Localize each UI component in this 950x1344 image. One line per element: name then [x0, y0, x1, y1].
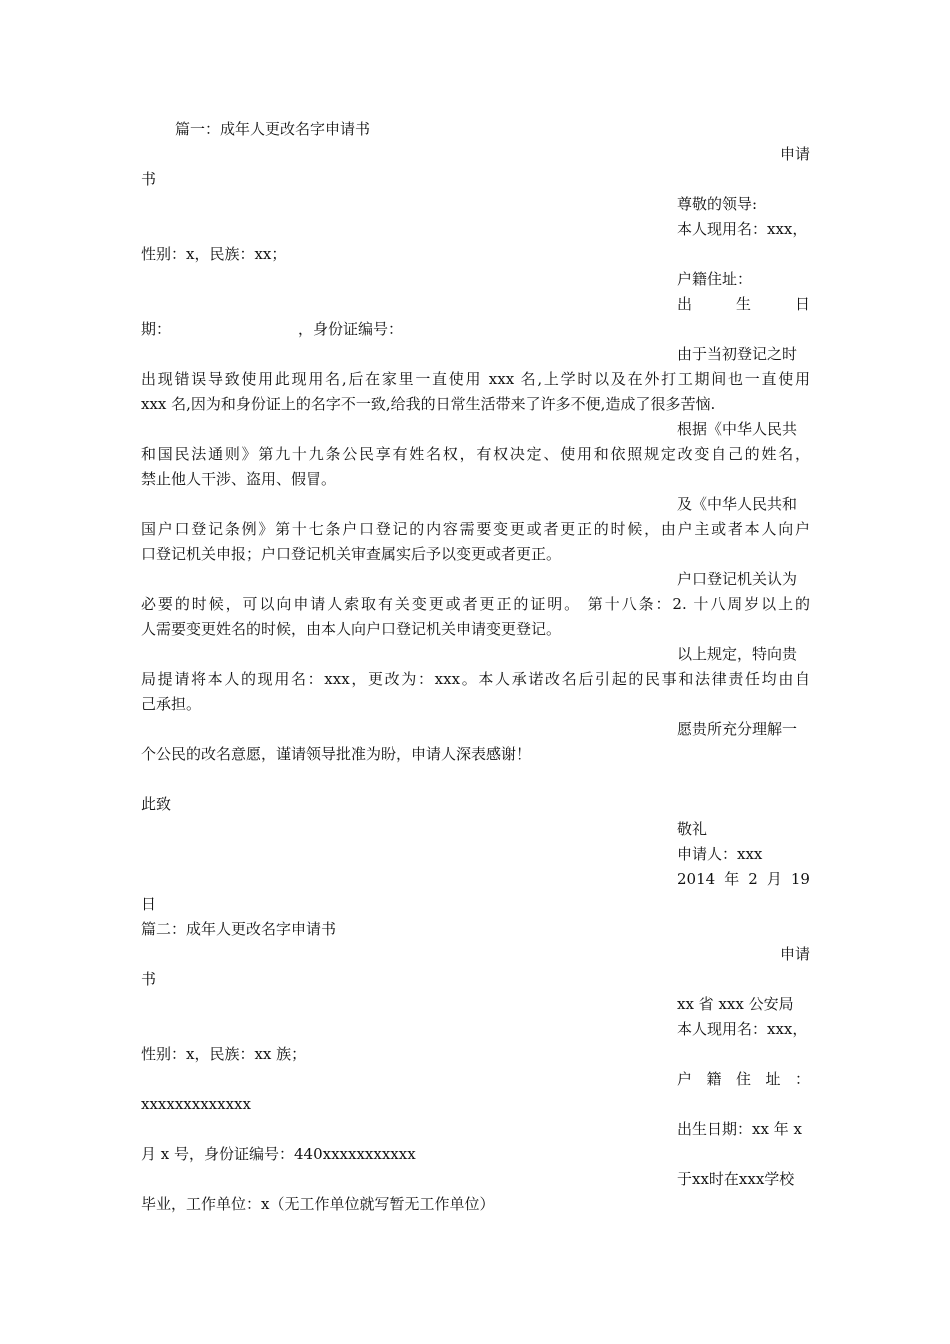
- paragraph4-start: 户口登记机关认为: [677, 570, 798, 588]
- paragraph1-line2: 出现错误导致使用此现用名,后在家里一直使用 xxx 名,上学时以及在外打工期间也一直使用: [141, 370, 810, 388]
- gender-ethnicity-line: 性别：x，民族：xx；: [141, 245, 287, 263]
- paragraph4-line3: 人需要变更姓名的时候，由本人向户口登记机关申请变更登记。: [141, 620, 562, 638]
- address-char-5: ：: [794, 1070, 810, 1088]
- section2-address-label-spaced: [677, 1069, 810, 1089]
- section2-address-value: xxxxxxxxxxxxx: [141, 1095, 251, 1113]
- section1-title-part1: 申请: [779, 145, 810, 163]
- date-year: 2014: [677, 870, 716, 888]
- regards: 敬礼: [677, 820, 708, 838]
- birth-date-label: 期：: [141, 320, 172, 338]
- date-month-char: 月: [766, 870, 782, 888]
- section2-birth-start: 出生日期：xx 年 x: [677, 1120, 802, 1138]
- date-year-char: 年: [724, 870, 740, 888]
- paragraph5-start: 以上规定，特向贵: [677, 645, 798, 663]
- paragraph3-line3: 口登记机关申报；户口登记机关审查属实后予以变更或者更正。: [141, 545, 562, 563]
- date-day: 19: [790, 870, 810, 888]
- paragraph2-start: 根据《中华人民共: [677, 420, 798, 438]
- closing-phrase: 此致: [141, 795, 172, 813]
- address-char-4: 址: [765, 1070, 781, 1088]
- paragraph1-start: 由于当初登记之时: [677, 345, 798, 363]
- section2-birth-id-line: 月 x 号，身份证编号：440xxxxxxxxxxx: [141, 1145, 416, 1163]
- birth-char-2: 生: [735, 295, 751, 313]
- date-day-char: 日: [141, 895, 157, 913]
- section1-heading: 篇一：成年人更改名字申请书: [175, 120, 371, 138]
- address-char-3: 住: [735, 1070, 751, 1088]
- date-line: [677, 869, 810, 889]
- section2-school-line2: 毕业，工作单位：x（无工作单位就写暂无工作单位）: [141, 1195, 495, 1213]
- section1-title-part2: 书: [141, 170, 157, 188]
- section2-current-name-line: 本人现用名：xxx，: [677, 1020, 808, 1038]
- section2-title-part1: 申请: [779, 945, 810, 963]
- section2-school-start: 于xx时在xxx学校: [677, 1170, 795, 1188]
- id-number-label: ，身份证编号：: [298, 320, 404, 338]
- section2-heading: 篇二：成年人更改名字申请书: [141, 920, 337, 938]
- paragraph5-line2: 局提请将本人的现用名：xxx，更改为：xxx。本人承诺改名后引起的民事和法律责任均由自: [141, 670, 810, 688]
- address-char-1: 户: [677, 1070, 693, 1088]
- paragraph1-line3: xxx 名,因为和身份证上的名字不一致,给我的日常生活带来了许多不便,造成了很多苦恼.: [141, 395, 716, 413]
- paragraph3-line2: 国户口登记条例》第十七条户口登记的内容需要变更或者更正的时候，由户主或者本人向户: [141, 520, 810, 538]
- birth-char-3: 日: [794, 295, 810, 313]
- salutation: 尊敬的领导:: [677, 195, 758, 213]
- paragraph2-line2: 和国民法通则》第九十九条公民享有姓名权，有权决定、使用和依照规定改变自己的姓名，: [141, 445, 810, 463]
- paragraph4-line2: 必要的时候，可以向申请人索取有关变更或者更正的证明。 第十八条：2. 十八周岁以上的: [141, 595, 810, 613]
- paragraph5-line3: 己承担。: [141, 695, 202, 713]
- section2-gender-ethnicity-line: 性别：x，民族：xx 族；: [141, 1045, 307, 1063]
- paragraph6-start: 愿贵所充分理解一: [677, 720, 798, 738]
- address-char-2: 籍: [706, 1070, 722, 1088]
- current-name-line: 本人现用名：xxx，: [677, 220, 808, 238]
- section2-title-part2: 书: [141, 970, 157, 988]
- applicant-signature: 申请人：xxx: [677, 845, 763, 863]
- date-month: 2: [748, 870, 758, 888]
- recipient: xx 省 xxx 公安局: [677, 995, 794, 1013]
- paragraph3-start: 及《中华人民共和: [677, 495, 798, 513]
- address-label: 户籍住址：: [677, 270, 753, 288]
- paragraph6-line2: 个公民的改名意愿，谨请领导批准为盼，申请人深表感谢！: [141, 745, 532, 763]
- birth-char-1: 出: [677, 295, 693, 313]
- paragraph2-line3: 禁止他人干涉、盗用、假冒。: [141, 470, 337, 488]
- birth-label-spaced: [677, 294, 810, 314]
